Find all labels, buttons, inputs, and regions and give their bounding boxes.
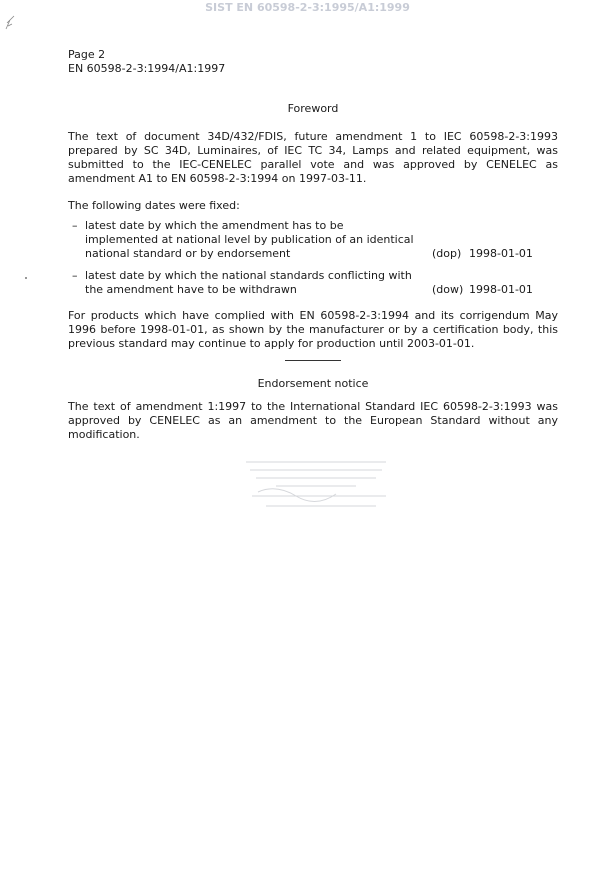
date-code: (dow) [432,283,464,296]
scan-speck [24,270,28,284]
document-reference: EN 60598-2-3:1994/A1:1997 [68,62,226,75]
list-dash: – [72,269,78,282]
document-page [68,48,558,455]
list-dash: – [72,219,78,232]
section-divider [285,360,341,361]
scan-mark [4,15,16,35]
foreword-paragraph-1: The text of document 34D/432/FDIS, future amendment 1 to IEC 60598-2-3:1993 prepared by SC 34D, Luminaires, of IEC TC 34, Lamps and related equipment, was submitted to the IEC-CENELEC parallel vote and was approved by CENELEC as amendment A1 to EN 60598-2-3:1994 on 1997-03-11. [68,130,558,185]
faded-stamp-icon [236,456,396,518]
date-value: 1998-01-01 [469,247,533,260]
endorsement-paragraph: The text of amendment 1:1997 to the International Standard IEC 60598-2-3:1993 was approved by CENELEC as an amendment to the European Standard without any modification. [68,400,558,441]
watermark: SIST EN 60598-2-3:1995/A1:1999 [205,1,410,14]
date-value: 1998-01-01 [469,283,533,296]
date-item-text: latest date by which the national standards conflicting with the amendment have to be withdrawn [85,269,412,296]
foreword-title: Foreword [287,102,339,115]
foreword-paragraph-2: For products which have complied with EN 60598-2-3:1994 and its corrigendum May 1996 before 1998-01-01, as shown by the manufacturer or by a certification body, this previous standard may continue to apply for production until 2003-01-01. [68,309,558,350]
date-item-dop [68,219,558,261]
dates-intro: The following dates were fixed: [68,199,240,212]
date-item-text: latest date by which the amendment has to be implemented at national level by publication of an identical national standard or by endorsement [85,219,414,260]
endorsement-title: Endorsement notice [257,377,369,390]
date-item-dow [68,269,558,297]
page-label: Page 2 [68,48,106,61]
date-code: (dop) [432,247,462,260]
dates-list [68,219,558,297]
